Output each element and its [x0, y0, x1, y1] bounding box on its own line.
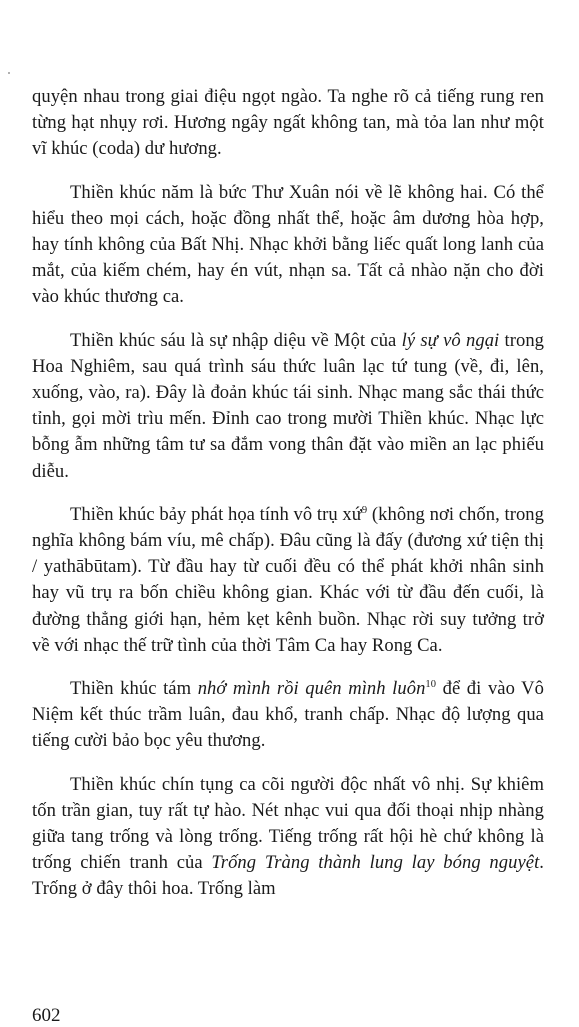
text-run: Thiền khúc chín tụng ca cõi người độc nhất vô nhị. Sự khiêm tốn trần gian, tuy rất tự hào. Nét nhạc vui qua đối thoại nhịp nhàng giữa tang trống và lòng trống. Tiếng trống rất hội hè chứ không là trống chiến tranh của	[32, 773, 544, 874]
page-number: 602	[32, 1005, 61, 1026]
text-run: Thiền khúc sáu là sự nhập diệu về Một của	[70, 329, 402, 351]
paragraph	[32, 180, 544, 311]
text-run: Thiền khúc năm là bức Thư Xuân nói về lẽ không hai. Có thể hiểu theo mọi cách, hoặc đồng nhất thể, hoặc âm dương hòa hợp, hay tính không của Bất Nhị. Nhạc khởi bằng liếc quất long lanh của mắt, của kiếm chém, hay én vút, nhạn sa. Tất cả nhào nặn cho đời vào khúc thương ca.	[32, 181, 544, 308]
text-run: để đi vào Vô Niệm kết thúc trầm luân, đau khổ, tranh chấp. Nhạc độ lượng qua tiếng cười bảo bọc yêu thương.	[32, 678, 544, 752]
paragraph	[32, 772, 544, 903]
italic-phrase: Trống Tràng thành lung lay bóng nguyệt	[211, 852, 540, 874]
paragraph	[32, 328, 544, 485]
text-run: (không nơi chốn, trong nghĩa không bám víu, mê chấp). Đâu cũng là đấy (đương xứ tiện thị / yathābūtam). Từ đầu hay từ cuối đều có thể phát khởi nhân sinh hay vũ trụ ra bốn chiều không gian. Khác với từ đầu đến cuối, là đường thẳng giới hạn, hẻm kẹt kênh buồn. Nhạc rời suy tưởng trở về với nhạc thế trữ tình của thời Tâm Ca hay Rong Ca.	[32, 503, 544, 656]
paragraph	[32, 676, 544, 755]
italic-phrase: nhớ mình rồi quên mình luôn	[197, 678, 426, 700]
body-text	[32, 84, 544, 920]
text-run: Thiền khúc tám	[70, 678, 198, 700]
margin-mark	[8, 72, 10, 74]
paragraph	[32, 502, 544, 659]
text-run: Thiền khúc bảy phát họa tính vô trụ xứ	[70, 503, 362, 525]
footnote-marker: 10	[425, 678, 437, 690]
text-run: trong Hoa Nghiêm, sau quá trình sáu thức luân lạc tứ tung (về, đi, lên, xuống, vào, ra). Đây là đoản khúc tái sinh. Nhạc mang sắc thái thức tỉnh, gọi mời trìu mến. Đỉnh cao trong mười Thiền khúc. Nhạc lực bỗng ẫm những tâm tư sa đắm vong thân đặt vào miền an lạc phiếu diễu.	[32, 329, 545, 482]
italic-phrase: lý sự vô ngại	[401, 329, 500, 351]
paragraph	[32, 84, 544, 163]
text-run: . Trống ở đây thôi hoa. Trống làm	[32, 852, 544, 900]
text-run: quyện nhau trong giai điệu ngọt ngào. Ta nghe rõ cả tiếng rung ren từng hạt nhụy rơi. Hương ngây ngất không tan, mà tỏa lan như một vĩ khúc (coda) dư hương.	[32, 86, 544, 160]
footnote-marker: 9	[361, 504, 368, 516]
